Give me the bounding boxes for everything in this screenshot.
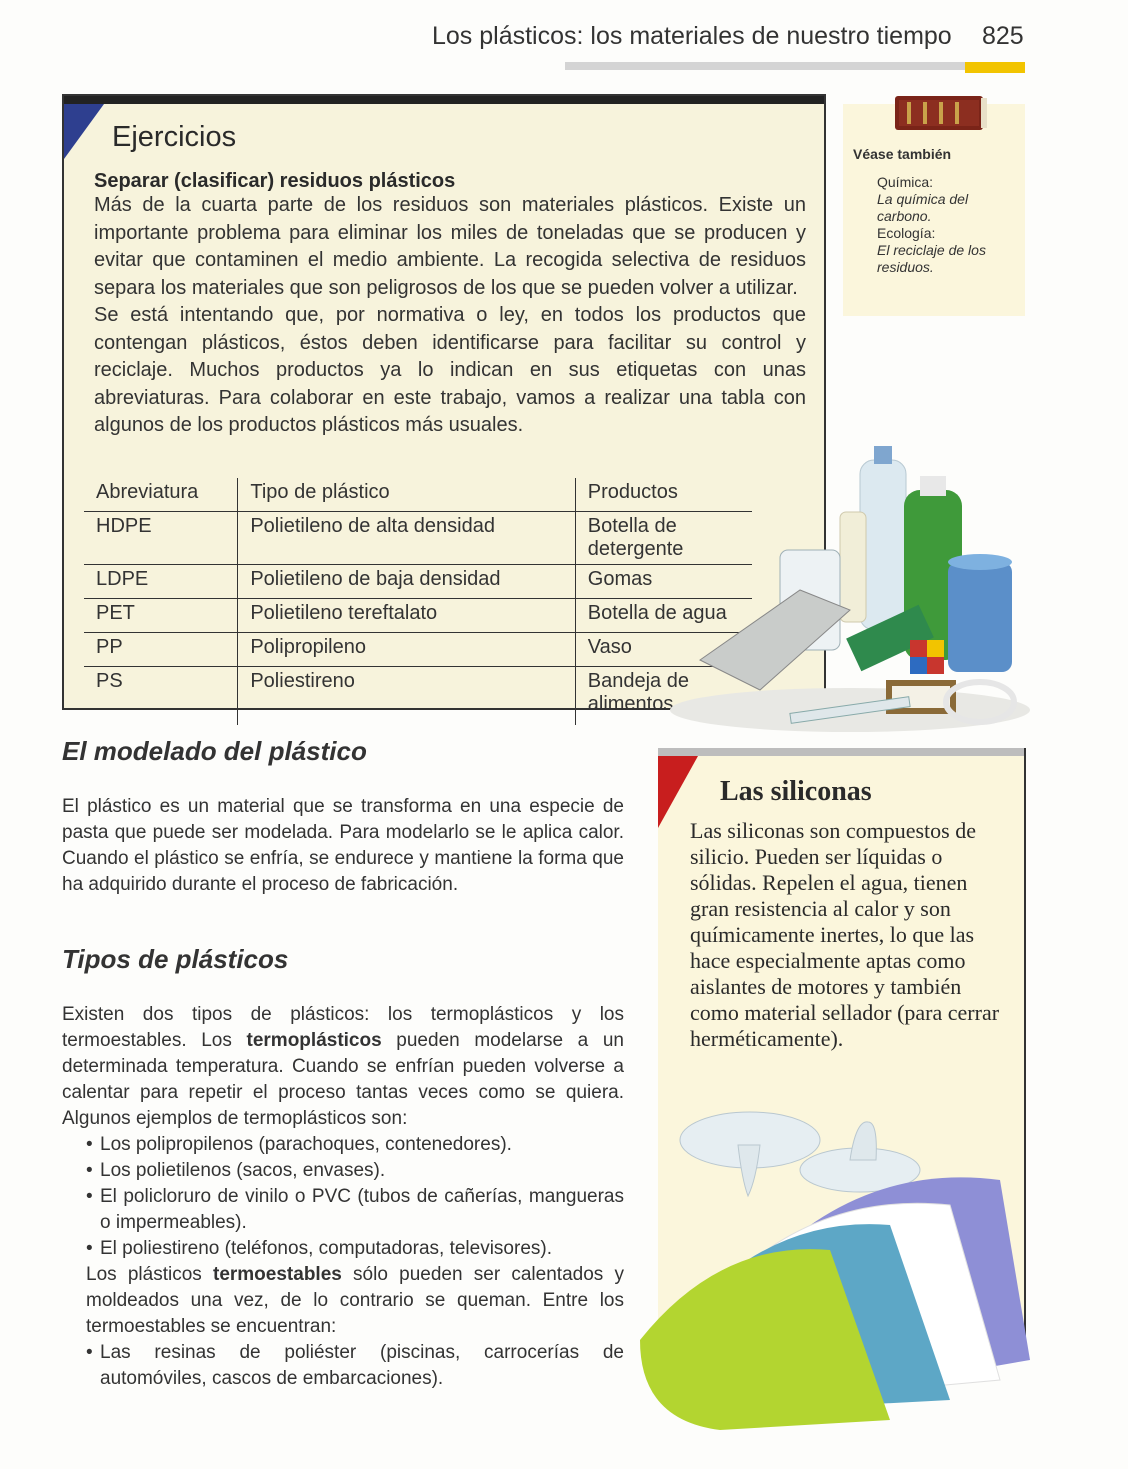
table-cell: PS	[84, 667, 238, 726]
exercises-body	[94, 192, 806, 440]
column-header: Abreviatura	[84, 478, 238, 512]
see-also-subject: Química:	[877, 174, 934, 190]
thermoplastics-list	[62, 1132, 624, 1262]
page-number: 825	[982, 22, 1024, 50]
see-also-subject: Ecología:	[877, 225, 936, 241]
book-icon	[893, 92, 989, 134]
see-also-reference: El reciclaje de los residuos.	[877, 242, 986, 275]
table-cell: PET	[84, 599, 238, 633]
column-header: Productos	[575, 478, 752, 512]
tipos-heading: Tipos de plásticos	[62, 944, 289, 974]
table-cell: Polietileno tereftalato	[238, 599, 575, 633]
siliconas-text: Las siliconas son compuestos de silicio. Pueden ser líquidas o sólidas. Repelen el agua, tienen gran resistencia al calor y son químicamente inertes, lo que las hace especialmente aptas como aislantes de motores y también como material sellador (para cerrar herméticamente).	[690, 818, 1000, 1051]
plastic-products-photo	[650, 440, 1030, 740]
running-title: Los plásticos: los materiales de nuestro tiempo	[432, 22, 952, 50]
table-cell: LDPE	[84, 565, 238, 599]
bold-term: termoestables	[213, 1264, 342, 1285]
table-cell: Polipropileno	[238, 633, 575, 667]
list-item: • Los polietilenos (sacos, envases).	[62, 1158, 624, 1184]
text-run: sólo pueden ser calentados y moldeados una vez, de lo contrario se queman. Entre los termoestables se encuentran:	[86, 1264, 624, 1337]
list-item: • Los polipropilenos (parachoques, contenedores).	[62, 1132, 624, 1158]
thermosets-list	[62, 1340, 624, 1392]
exercises-title: Ejercicios	[112, 121, 237, 153]
siliconas-top-bar	[658, 748, 1024, 756]
modelado-heading: El modelado del plástico	[62, 736, 367, 766]
tipos-text	[62, 1002, 624, 1392]
exercises-top-bar	[64, 96, 824, 104]
text-run: pueden modelarse a un determinada temperatura. Cuando se enfrían pueden volverse a calentar para repetir el proceso tantas veces como se quiera. Algunos ejemplos de termoplásticos son:	[62, 1030, 624, 1129]
header-rule	[565, 62, 1025, 70]
header-accent-bar	[965, 62, 1025, 73]
see-also-list	[877, 174, 1017, 276]
table-cell: PP	[84, 633, 238, 667]
table-cell: Botella de detergente	[575, 512, 752, 565]
see-also-reference: La química del carbono.	[877, 191, 969, 224]
table-cell: Polietileno de baja densidad	[238, 565, 575, 599]
tipos-intro	[62, 1002, 624, 1132]
list-item: • El policloruro de vinilo o PVC (tubos de cañerías, mangueras o impermeables).	[62, 1184, 624, 1236]
table-cell: HDPE	[84, 512, 238, 565]
exercises-paragraph: Más de la cuarta parte de los residuos son materiales plásticos. Existe un importante problema para eliminar los miles de toneladas que se producen y evitar que contaminen el medio ambiente. La recogida selectiva de residuos separa los materiales que son peligrosos de los que se pueden volver a utilizar.	[94, 194, 806, 299]
exercises-paragraph: Se está intentando que, por normativa o ley, en todos los productos que contengan plásticos, éstos deben identificarse para facilitar su control y reciclaje. Muchos productos ya lo indican en sus etiquetas con unas abreviaturas. Para colaborar en este trabajo, vamos a realizar una tabla con algunos de los productos plásticos más usuales.	[94, 304, 806, 436]
exercises-corner-tab	[64, 104, 104, 159]
text-run: Los plásticos	[86, 1264, 213, 1285]
siliconas-title: Las siliconas	[720, 776, 872, 807]
text-run: Existen dos tipos de plásticos: los termoplásticos y los termoestables. Los	[62, 1004, 624, 1051]
thermosets-intro	[62, 1262, 624, 1340]
table-cell: Poliestireno	[238, 667, 575, 726]
table-cell: Gomas	[575, 565, 752, 599]
exercises-subtitle: Separar (clasificar) residuos plásticos	[94, 170, 456, 192]
bold-term: termoplásticos	[246, 1030, 382, 1051]
see-also-box	[843, 104, 1025, 316]
table-cell: Polietileno de alta densidad	[238, 512, 575, 565]
list-item: • Las resinas de poliéster (piscinas, carrocerías de automóviles, cascos de embarcaciones).	[62, 1340, 624, 1392]
see-also-title: Véase también	[853, 146, 952, 162]
modelado-text: El plástico es un material que se transforma en una especie de pasta que puede ser modelada. Para modelarlo se le aplica calor. Cuando el plástico se enfría, se endurece y mantiene la forma que ha adquirido durante el proceso de fabricación.	[62, 796, 624, 895]
table-cell: Bandeja de alimentos	[587, 670, 689, 715]
silicone-caps-photo	[620, 1100, 1030, 1430]
table-cell: Botella de agua	[575, 599, 752, 633]
table-cell: Vaso	[575, 633, 752, 667]
list-item: • El poliestireno (teléfonos, computadoras, televisores).	[62, 1236, 624, 1262]
column-header: Tipo de plástico	[238, 478, 575, 512]
